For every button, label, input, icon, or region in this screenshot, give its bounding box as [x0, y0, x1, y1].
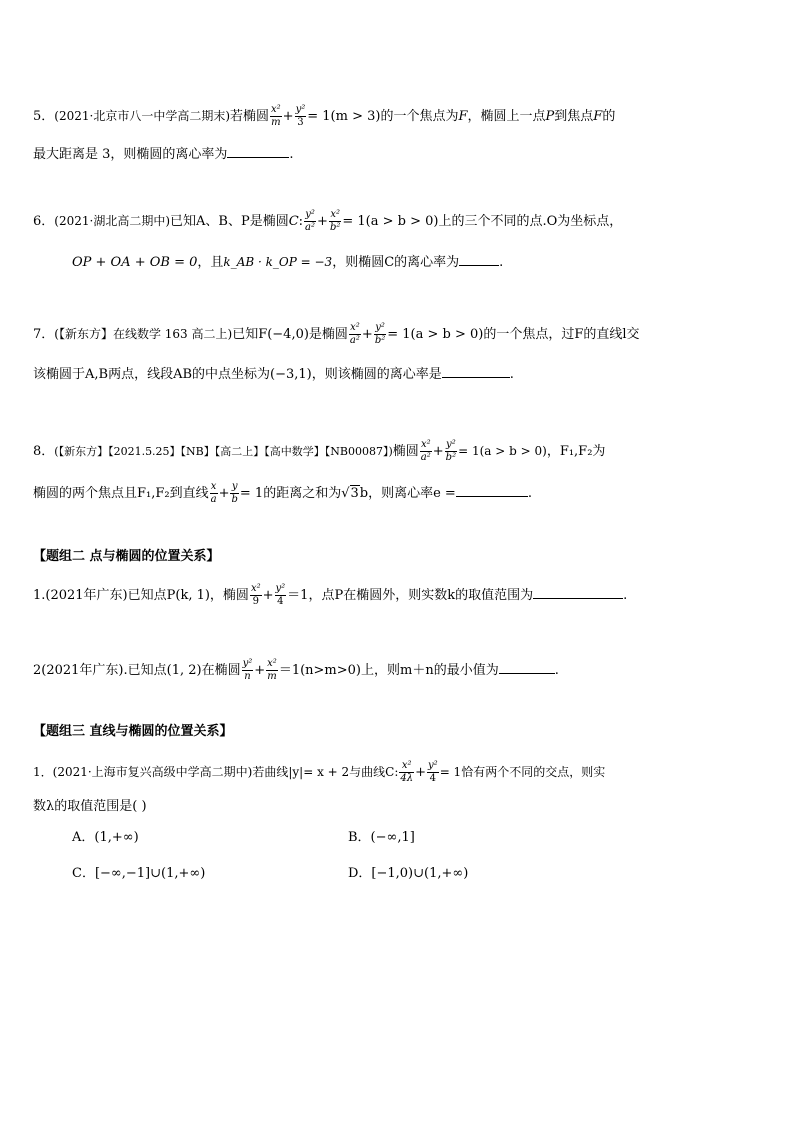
question-5-number: 5．	[33, 109, 55, 124]
group-2-question-1-text-b: ＝1，点P在椭圆外，则实数k的取值范围为	[287, 588, 534, 603]
section-title-group-2: 【题组二 点与椭圆的位置关系】	[33, 549, 220, 564]
vector-equation: OP + OA + OB = 0	[72, 255, 198, 270]
option-c[interactable]: C．[−∞,−1]∪(1,+∞)	[72, 866, 206, 881]
fraction-y2-over-n: $\frac{\text{y²}}{n}$	[242, 658, 253, 682]
question-7-line-1: 7．(【新东方】在线数学 163 高二上)已知F(−4,0)是椭圆 $\frac{\text{x²}}{\text{a²}}$ + $\frac{\text{y²}}{\text{b²}}$ = 1(a > b > 0)的一个焦点，过F的直线l交	[33, 322, 640, 346]
fraction-y2-over-4: $\frac{\text{y²}}{4}$	[275, 583, 286, 607]
question-5-line-1: 5．(2021·北京市八一中学高二期末)若椭圆 $\frac{\text{x²}}{m}$ + $\frac{\text{y²}}{3}$ = 1(m > 3)的一个焦点为F，椭圆上一点P到焦点F的	[33, 104, 616, 128]
equation-value: = 1(m > 3)	[307, 109, 381, 124]
point-label: P	[545, 109, 555, 124]
answer-blank	[499, 659, 555, 674]
question-6-text: 已知A、B、P是椭圆	[170, 214, 289, 229]
equation-value: = 1(a > b > 0)	[342, 214, 439, 229]
question-6-text-e: ，则椭圆C的离心率为	[332, 255, 460, 270]
question-5-text-d: 到焦点	[554, 109, 594, 124]
group-2-question-2-text-b: ＝1(n>m>0)上，则m＋n的最小值为	[278, 663, 499, 678]
group-2-question-2: 2(2021年广东).已知点(1, 2)在椭圆 $\frac{\text{y²}}{n}$ + $\frac{\text{x²}}{m}$ ＝1(n>m>0)上，则m＋n的最小值为 .	[33, 658, 559, 682]
question-8-line-2-text-c: b，则离心率e =	[359, 486, 456, 501]
question-7-text: 已知F(−4,0)是椭圆	[232, 327, 348, 342]
group-3-question-1-line-2	[33, 797, 147, 817]
question-6-text-b: 上的三个不同的点.	[438, 214, 547, 229]
fraction-y2-over-3: $\frac{\text{y²}}{3}$	[295, 104, 306, 128]
focus-label: F	[458, 109, 468, 124]
fraction-x2-over-4lambda: $\frac{\text{x²}}{4\lambda}$	[400, 760, 414, 784]
question-6-text-d: ，且	[197, 255, 224, 270]
question-5-text-b: 的一个焦点为	[380, 109, 459, 124]
question-5-text-c: ，椭圆上一点	[467, 109, 546, 124]
equation-value: = 1(a > b > 0)	[387, 327, 484, 342]
fraction-y2-over-b2: $\frac{\text{y²}}{\text{b²}}$	[374, 322, 386, 346]
fraction-y2-over-a2: $\frac{\text{y²}}{\text{a²}}$	[305, 209, 316, 233]
option-b[interactable]: B．(−∞,1]	[348, 830, 415, 845]
question-6-line-2: OP + OA + OB = 0，且k_AB · k_OP = −3，则椭圆C的离心率为 .	[72, 251, 503, 273]
question-7-source: (【新东方】在线数学 163 高二上)	[54, 327, 233, 341]
question-6-source: (2021·湖北高二期中)	[54, 214, 170, 228]
answer-blank	[456, 482, 528, 497]
question-6-text-c: O为坐标点，	[546, 214, 623, 229]
option-d[interactable]: D．[−1,0)∪(1,+∞)	[348, 866, 469, 881]
question-8-text: 椭圆	[392, 444, 419, 459]
line-equation-value: = 1	[239, 486, 264, 501]
fraction-y2-over-b2: $\frac{\text{y²}}{\text{b²}}$	[445, 439, 457, 463]
question-8-text-b: ，F₁,F₂为	[546, 444, 606, 459]
fraction-x-over-a: $\frac{x}{a}$	[210, 481, 217, 505]
question-7-text-b: 的一个焦点，过F的直线l交	[483, 327, 640, 342]
answer-blank	[442, 363, 510, 378]
sqrt-value: 3	[350, 486, 359, 501]
fraction-x2-over-b2: $\frac{\text{x²}}{\text{b²}}$	[329, 209, 341, 233]
question-8-number: 8．	[33, 444, 55, 459]
group-3-question-1-text-b: = 1恰有两个不同的交点，则实	[439, 765, 606, 779]
fraction-y2-over-4: $\frac{\text{y²}}{4}$	[428, 760, 438, 784]
question-5-text-e: 的	[602, 109, 616, 124]
question-6-number: 6．	[33, 214, 55, 229]
question-8-line-2-text: 椭圆的两个焦点且F₁,F₂到直线	[33, 486, 209, 501]
fraction-x2-over-m: $\frac{\text{x²}}{m}$	[271, 104, 281, 128]
fraction-x2-over-a2: $\frac{\text{x²}}{\text{a²}}$	[420, 439, 431, 463]
question-6-line-1: 6．(2021·湖北高二期中)已知A、B、P是椭圆C: $\frac{\text{y²}}{\text{a²}}$ + $\frac{\text{x²}}{\text{b²}}$ = 1(a > b > 0)上的三个不同的点.O为坐标点，	[33, 209, 623, 233]
question-5-source: (2021·北京市八一中学高二期末)	[54, 109, 230, 123]
fraction-x2-over-a2: $\frac{\text{x²}}{\text{a²}}$	[349, 322, 360, 346]
slope-equation: k_AB · k_OP = −3	[223, 255, 333, 269]
group-3-question-1-line-1: 1．(2021·上海市复兴高级中学高二期中)若曲线|y|= x + 2与曲线C: $\frac{\text{x²}}{4\lambda}$ + $\frac{\text{y²}}{4}$ = 1恰有两个不同的交点，则实	[33, 760, 606, 784]
question-5-text: 若椭圆	[230, 109, 270, 124]
question-5-line-2: 最大距离是 3，则椭圆的离心率为 .	[33, 143, 294, 165]
fraction-y-over-b: $\frac{y}{b}$	[231, 481, 238, 505]
group-3-question-1-line-2-text: 数λ的取值范围是( )	[33, 799, 147, 814]
fraction-x2-over-m: $\frac{\text{x²}}{m}$	[267, 658, 277, 682]
question-8-line-2-text-b: 的距离之和为	[263, 486, 342, 501]
question-8-line-1: 8．(【新东方】【2021.5.25】【NB】【高二上】【高中数学】【NB00087】)椭圆 $\frac{\text{x²}}{\text{a²}}$ + $\frac{\text{y²}}{\text{b²}}$ = 1(a > b > 0)，F₁,F₂为	[33, 439, 606, 463]
answer-blank	[227, 143, 289, 158]
option-a[interactable]: A．(1,+∞)	[72, 830, 139, 845]
answer-blank	[459, 251, 499, 266]
question-7-line-2-text: 该椭圆于A,B两点，线段AB的中点坐标为(−3,1)，则该椭圆的离心率是	[33, 367, 442, 382]
group-3-question-1-text: 1．(2021·上海市复兴高级中学高二期中)若曲线|y|= x + 2与曲线C:	[33, 765, 399, 779]
section-title-group-3: 【题组三 直线与椭圆的位置关系】	[33, 724, 233, 739]
question-8-line-2: 椭圆的两个焦点且F₁,F₂到直线 $\frac{x}{a}$ + $\frac{y}{b}$ = 1的距离之和为√3b，则离心率e = .	[33, 481, 532, 505]
answer-blank	[533, 584, 623, 599]
question-5-line-2-text: 最大距离是 3，则椭圆的离心率为	[33, 147, 228, 162]
group-2-question-1: 1.(2021年广东)已知点P(k, 1)，椭圆 $\frac{\text{x²}}{9}$ + $\frac{\text{y²}}{4}$ ＝1，点P在椭圆外，则实数k的取值范围为 .	[33, 583, 628, 607]
group-2-question-1-text: 1.(2021年广东)已知点P(k, 1)，椭圆	[33, 588, 249, 603]
fraction-x2-over-9: $\frac{\text{x²}}{9}$	[250, 583, 261, 607]
focus-label-2: F	[593, 109, 603, 124]
question-8-source: (【新东方】【2021.5.25】【NB】【高二上】【高中数学】【NB00087】)	[54, 445, 393, 458]
group-2-question-2-text: 2(2021年广东).已知点(1, 2)在椭圆	[33, 663, 241, 678]
question-7-line-2: 该椭圆于A,B两点，线段AB的中点坐标为(−3,1)，则该椭圆的离心率是 .	[33, 363, 514, 385]
equation-value: = 1(a > b > 0)	[458, 444, 547, 458]
question-7-number: 7．	[33, 327, 55, 342]
